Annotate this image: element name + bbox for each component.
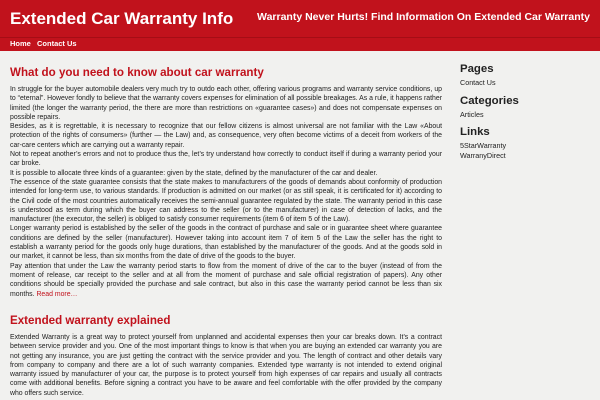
site-title[interactable]: Extended Car Warranty Info — [10, 9, 234, 28]
post-paragraph: Not to repeat another’s errors and not to produce thus the, let’s try understand how correctly to conduct itself if during a warranty period your car broke. — [10, 151, 442, 168]
post-title[interactable]: Extended warranty explained — [10, 314, 171, 327]
site-tagline: Warranty Never Hurts! Find Information On Extended Car Warranty — [257, 11, 590, 23]
sidebar-link-5starwarranty[interactable]: 5StarWarranty — [460, 141, 507, 150]
sidebar-links — [460, 126, 590, 160]
post-paragraph: Besides, as it is regrettable, it is necessary to recognize that our fellow citizens is almost universal are not familiar with the Law «About protection of the rights of consumers» (further — the Law) and, as consequence, very often become victims of a deceit from workers of the car-care centers which are carrying out a warranty repair. — [10, 123, 442, 149]
sidebar-link-warranydirect[interactable]: WarranyDirect — [460, 150, 506, 160]
sidebar-pages — [460, 63, 590, 88]
post-body — [10, 333, 442, 398]
post-body — [10, 85, 442, 299]
sidebar-heading-links: Links — [460, 126, 490, 138]
read-more-link[interactable]: Read more… — [36, 290, 78, 298]
main-nav — [0, 38, 600, 51]
post-paragraph-last — [10, 262, 442, 299]
main-content — [10, 66, 442, 299]
post-paragraph: It is possible to allocate three kinds of a guarantee: given by the state, defined by the manufacturer of the car and dealer. — [10, 169, 378, 177]
sidebar — [460, 63, 590, 167]
post-paragraph: The essence of the state guarantee consists that the state makes to manufacturers of the goods of demands about conformity of production intended for long-term use, to various standards. If production is admitted on our market (or as still speak, it is certificated for it) according to the Civil code of the most countries automatically receives the semi-annual guarantee regulated by the state. The warranty period in this case is understood as term during which the buyer can address to the seller (or to the manufacturer) in case of detection of lacks, and the manufacturer (the executor, the seller) is obliged to satisfy consumer requirements (item 6 of item 5 of the Law). — [10, 178, 442, 224]
post-title[interactable]: What do you need to know about car warranty — [10, 66, 264, 79]
sidebar-heading-pages: Pages — [460, 63, 494, 75]
post-2 — [10, 314, 442, 398]
post-paragraph: Extended Warranty is a great way to protect yourself from unplanned and accidental expenses then your car breaks down. It’s a contract between service provider and you. One of the most important things to know is that when you are buying an extended car warranty you are not getting any insurance, you are just getting the contract with the service provider and you. The length of contract and other details vary from company to company and there are a lot of such warranty companies. Extended type warranty is not intended to extend original warranty issued by manufacturer of your car, the purpose is to protect yourself from high expenses of car repairs and usually all contracts come with additional benefits. Before signing a contract you have to be aware and feel comfortable with the offer provided by the company who offers such service. — [10, 334, 442, 397]
site-header — [0, 0, 600, 38]
post-paragraph: Longer warranty period is established by the seller of the goods in the contract of purchase and sale or in guarantee sheet where guarantee conditions are defined by the seller (manufacturer). However taking into account item 7 of item 5 of the Law the seller has the right to establish a warranty period for the goods only huge durations, than established by the manufacturer of the goods. And at the goods sold in our market, it cannot be less, than six months from the date of drive of the goods to the buyer. — [10, 225, 442, 261]
post-paragraph-text: Pay attention that under the Law the warranty period starts to flow from the moment of drive of the car to the buyer (instead of from the moment of release, car receipt to the seller and at all from the moment of purchase and sale official registration of papers). Any other conditions should be specially provided the purchase and sale contract, but also in this case the warranty period cannot be less than six months. — [10, 262, 442, 298]
sidebar-link-articles[interactable]: Articles — [460, 109, 484, 119]
nav-item-home[interactable]: Home — [10, 39, 31, 48]
sidebar-heading-categories: Categories — [460, 94, 519, 107]
sidebar-categories — [460, 95, 590, 120]
post-paragraph: In struggle for the buyer automobile dealers very much try to outdo each other, offering various programs and warranty service conditions, up to “eternal”. However fondly to believe that the warranty covers expenses for elimination of all possible breakages. As a rule, it happens rather limited (the longer the warranty period, the there are more than restrictions on «guarantee cases») and does not compensate expenses on possible repairs. — [10, 86, 442, 121]
sidebar-link-contact-us[interactable]: Contact Us — [460, 78, 496, 87]
nav-item-contact-us[interactable]: Contact Us — [37, 39, 77, 48]
